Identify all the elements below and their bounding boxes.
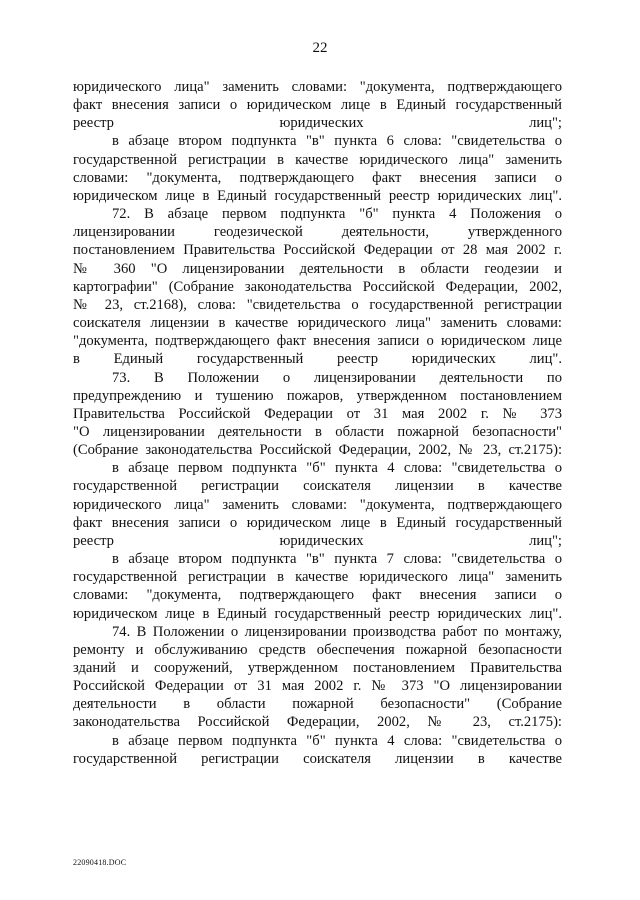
text-line: 72. В абзаце первом подпункта "б" пункта 4 Положения о — [112, 206, 562, 223]
text-line: юридического лица" заменить словами: "документа, подтверждающего — [73, 496, 562, 513]
text-line: факт внесения записи о юридическом лице в Единый государственный — [73, 514, 562, 531]
text-line: реестр юридических лиц"; — [73, 115, 562, 132]
text-line: зданий и сооружений, утвержденном постановлением Правительства — [73, 660, 562, 676]
text-line: картографии" (Собрание законодательства Российской Федерации, 2002, — [73, 278, 562, 295]
text-line: Правительства Российской Федерации от 31 мая 2002 г. № 373 — [73, 405, 562, 422]
text-line: в Единый государственный реестр юридических лиц". — [73, 351, 562, 368]
text-line: факт внесения записи о юридическом лице в Единый государственный — [73, 97, 562, 114]
text-line: в абзаце втором подпункта "в" пункта 7 слова: "свидетельства о — [112, 551, 562, 568]
text-line: 73. В Положении о лицензировании деятельности по — [112, 369, 562, 386]
text-line: юридическом лице в Единый государственный реестр юридических лиц". — [73, 187, 562, 204]
text-line: "документа, подтверждающего факт внесения записи о юридическом лице — [73, 333, 562, 350]
text-line: № 360 "О лицензировании деятельности в области геодезии и — [73, 260, 562, 277]
text-line: реестр юридических лиц"; — [73, 532, 562, 549]
text-line: государственной регистрации в качестве юридического лица" заменить — [73, 151, 562, 168]
text-line: ремонту и обслуживанию средств обеспечения пожарной безопасности — [73, 641, 562, 658]
text-line: государственной регистрации соискателя лицензии в качестве — [73, 478, 562, 495]
text-line: деятельности в области пожарной безопасности" (Собрание — [73, 696, 562, 713]
text-line: словами: "документа, подтверждающего факт внесения записи о — [73, 587, 562, 604]
text-line: законодательства Российской Федерации, 2002, № 23, ст.2175): — [73, 714, 562, 731]
text-line: (Собрание законодательства Российской Федерации, 2002, № 23, ст.2175): — [73, 442, 562, 459]
text-block — [73, 78, 562, 768]
document-body — [73, 78, 562, 768]
text-line: соискателя лицензии в качестве юридического лица" заменить словами: — [73, 315, 562, 332]
text-line: в абзаце первом подпункта "б" пункта 4 слова: "свидетельства о — [112, 732, 562, 749]
text-line: "О лицензировании деятельности в области пожарной безопасности" — [73, 423, 562, 440]
text-line: № 23, ст.2168), слова: "свидетельства о государственной регистрации — [73, 296, 562, 313]
text-line: словами: "документа, подтверждающего факт внесения записи о — [73, 169, 562, 186]
text-line: юридического лица" заменить словами: "документа, подтверждающего — [73, 79, 562, 95]
text-line: юридическом лице в Единый государственный реестр юридических лиц". — [73, 605, 562, 622]
page-number: 22 — [312, 40, 328, 56]
file-footer: 22090418.DOC — [73, 858, 127, 867]
text-line: государственной регистрации соискателя лицензии в качестве — [73, 750, 562, 767]
text-line: в абзаце втором подпункта "в" пункта 6 слова: "свидетельства о — [112, 133, 562, 150]
text-line: 74. В Положении о лицензировании производства работ по монтажу, — [112, 623, 562, 640]
text-line: в абзаце первом подпункта "б" пункта 4 слова: "свидетельства о — [112, 460, 562, 477]
text-line: предупреждению и тушению пожаров, утвержденном постановлением — [73, 387, 562, 404]
text-line: Российской Федерации от 31 мая 2002 г. № 373 "О лицензировании — [73, 678, 562, 695]
text-line: государственной регистрации в качестве юридического лица" заменить — [73, 569, 562, 586]
text-line: постановлением Правительства Российской Федерации от 28 мая 2002 г. — [73, 242, 562, 259]
text-line: лицензировании геодезической деятельности, утвержденного — [73, 224, 562, 241]
